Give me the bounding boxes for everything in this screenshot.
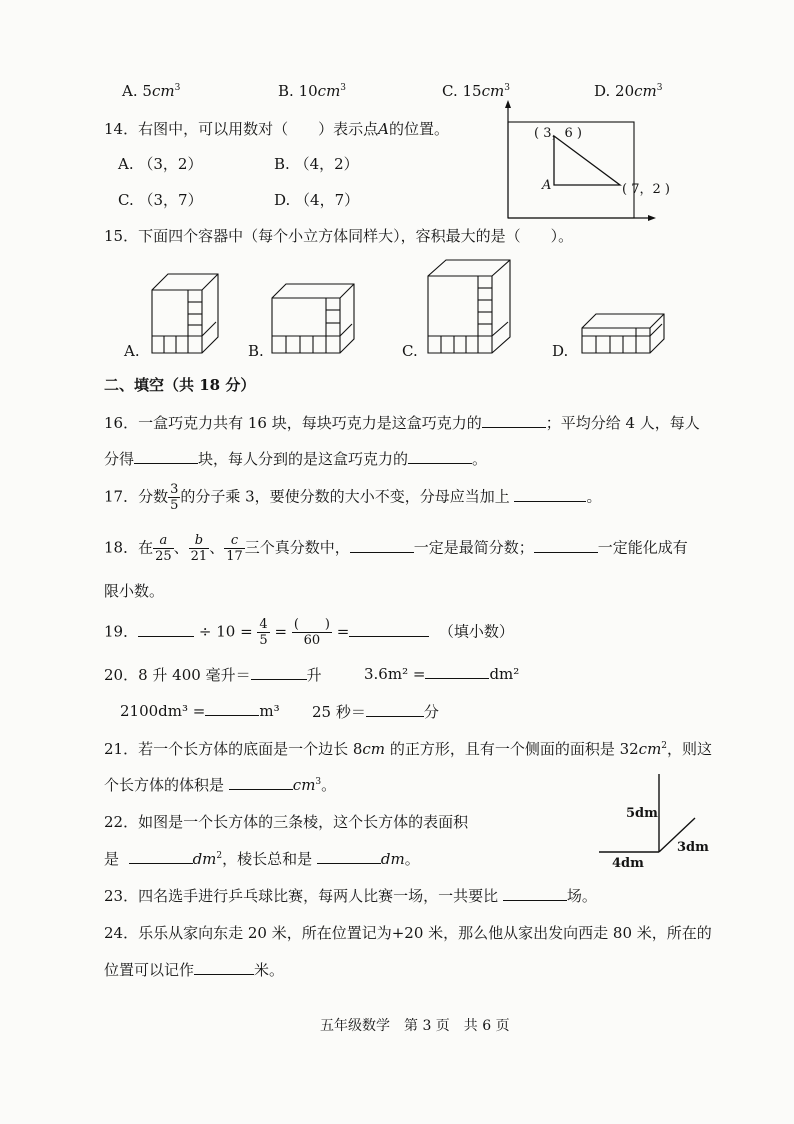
q22-blank-1[interactable] xyxy=(129,849,193,864)
q23-blank[interactable] xyxy=(503,886,567,901)
q13-option-c[interactable]: C. $15cm^3$ xyxy=(442,82,510,100)
q18-blank-1[interactable] xyxy=(350,538,414,553)
q18-fraction-c: $\frac{c}{17}$ xyxy=(226,533,243,564)
q14-label-top: ( 3，6 ) xyxy=(534,126,582,141)
q18-line2: 限小数。 xyxy=(104,582,165,600)
q20-line1-part2: 3.6m² = dm² xyxy=(364,665,520,683)
q22-blank-2[interactable] xyxy=(317,849,381,864)
q19-fraction: $\frac{4}{5}$ xyxy=(259,617,268,648)
q18-fraction-a: $\frac{a}{25}$ xyxy=(155,533,172,564)
q14-question: 14．右图中，可以用数对（ ）表示点A的位置。 xyxy=(104,120,449,138)
q15-question: 15．下面四个容器中（每个小立方体同样大），容积最大的是（ ）。 xyxy=(104,227,574,245)
q24-blank[interactable] xyxy=(194,960,254,975)
q20-blank-3[interactable] xyxy=(205,701,259,716)
q20-line2-part2: 25 秒＝ 分 xyxy=(312,703,439,721)
q20-blank-2[interactable] xyxy=(425,664,489,679)
q16-blank-1[interactable] xyxy=(482,413,546,428)
q19-fraction-blank[interactable]: $\frac{( )}{60}$ xyxy=(293,617,330,648)
q15-container-figures xyxy=(100,252,700,360)
q20-blank-1[interactable] xyxy=(251,665,307,680)
q22-line2: 是 $dm^2$，棱长总和是 dm。 xyxy=(104,850,420,868)
q20-blank-4[interactable] xyxy=(366,702,424,717)
q19-blank-1[interactable] xyxy=(138,622,194,637)
q13-option-d[interactable]: D. $20cm^3$ xyxy=(594,82,663,100)
q19-line: 19． ÷ 10 = $\frac{4}{5}$ = $\frac{( )}{60}$ = （填小数） xyxy=(104,617,514,648)
q18-line1: 18．在 $\frac{a}{25}$ 、 $\frac{b}{21}$ 、 $\frac{c}{17}$ 三个真分数中， 一定是最简分数； 一定能化成有 xyxy=(104,533,688,564)
q16-blank-2[interactable] xyxy=(134,449,198,464)
q19-blank-2[interactable] xyxy=(349,622,429,637)
q18-fraction-b: $\frac{b}{21}$ xyxy=(190,533,208,564)
q17-line: 17．分数 $\frac{3}{5}$ 的分子乘 3，要使分数的大小不变，分母应当加上 。 xyxy=(104,482,602,513)
q14-option-a[interactable]: A. （3，2） xyxy=(118,155,203,173)
q21-blank[interactable] xyxy=(229,775,293,790)
q17-fraction: $\frac{3}{5}$ xyxy=(170,482,179,513)
q15-label-c[interactable]: C. xyxy=(402,342,418,360)
q24-line1: 24．乐乐从家向东走 20 米，所在位置记为+20 米，那么他从家出发向西走 80 米，所在的 xyxy=(104,924,712,942)
section-title: 二、填空（共 18 分） xyxy=(104,376,256,394)
q14-option-c[interactable]: C. （3，7） xyxy=(118,191,203,209)
q20-line2-part1: 2100dm³ = m³ xyxy=(120,702,280,720)
page-footer: 五年级数学 第 3 页 共 6 页 xyxy=(320,1018,510,1034)
q14-option-d[interactable]: D. （4，7） xyxy=(274,191,360,209)
q21-line1: 21．若一个长方体的底面是一个边长 8cm 的正方形，且有一个侧面的面积是 $32cm^2$，则这 xyxy=(104,740,713,758)
q14-option-b[interactable]: B. （4，2） xyxy=(274,155,359,173)
q15-label-b[interactable]: B. xyxy=(248,342,264,360)
q16-line1: 16．一盒巧克力共有 16 块，每块巧克力是这盒巧克力的 ；平均分给 4 人，每人 xyxy=(104,414,700,432)
q18-blank-2[interactable] xyxy=(534,538,598,553)
q22-label-height: 5dm xyxy=(626,806,658,821)
q21-line2: 个长方体的体积是 $cm^3$。 xyxy=(104,776,337,794)
q22-line1: 22．如图是一个长方体的三条棱，这个长方体的表面积 xyxy=(104,813,469,831)
q14-coordinate-figure xyxy=(500,100,660,225)
q22-label-width: 4dm xyxy=(612,856,644,871)
q20-line1-part1: 20．8 升 400 毫升＝ 升 xyxy=(104,666,322,684)
q15-label-a[interactable]: A. xyxy=(124,342,140,360)
q16-blank-3[interactable] xyxy=(408,449,472,464)
q14-label-a: A xyxy=(542,178,552,193)
q24-line2: 位置可以记作 米。 xyxy=(104,961,285,979)
q13-option-b[interactable]: B. $10cm^3$ xyxy=(278,82,347,100)
q13-option-a[interactable]: A. $5cm^3$ xyxy=(122,82,181,100)
q22-label-depth: 3dm xyxy=(677,840,709,855)
q16-line2: 分得 块，每人分到的是这盒巧克力的 。 xyxy=(104,450,488,468)
q14-label-right: ( 7，2 ) xyxy=(622,182,670,197)
q23-line: 23．四名选手进行乒乓球比赛，每两人比赛一场，一共要比 场。 xyxy=(104,887,597,905)
q15-label-d[interactable]: D. xyxy=(552,342,569,360)
q17-blank[interactable] xyxy=(514,487,586,502)
